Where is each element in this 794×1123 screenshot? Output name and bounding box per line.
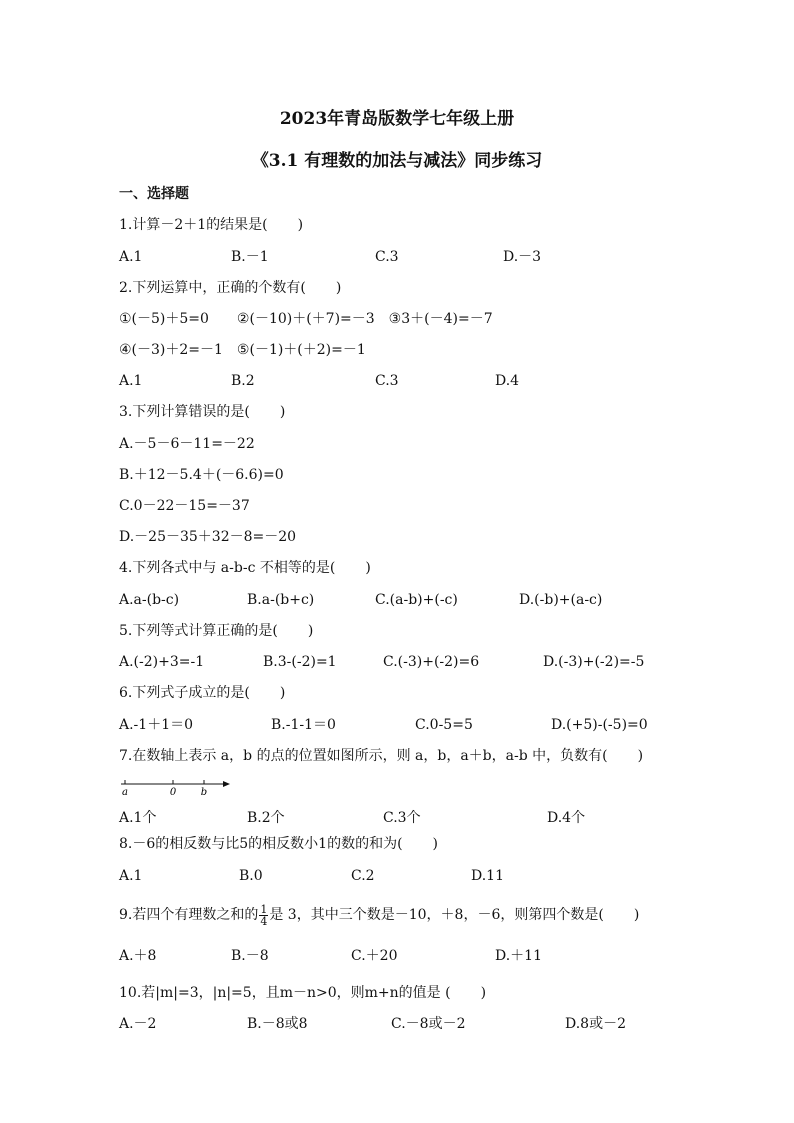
question-4: 4.下列各式中与 a-b-c 不相等的是( ): [119, 560, 371, 576]
question-3: 3.下列计算错误的是( ): [119, 404, 286, 420]
q2-option-a: A.1: [119, 373, 143, 389]
q1-option-d: D.－3: [503, 249, 542, 265]
q7-option-c: C.3个: [383, 810, 421, 826]
q1-option-c: C.3: [375, 249, 399, 265]
q8-option-c: C.2: [351, 868, 375, 884]
q8-option-d: D.11: [471, 868, 504, 884]
q2-option-b: B.2: [231, 373, 255, 389]
question-9: 9.若四个有理数之和的 $\frac{1}{4}$ 是 3，其中三个数是－10，＋8，－6，则第四个数是( ): [119, 902, 640, 928]
q10-option-a: A.－2: [119, 1016, 157, 1032]
number-line-arrow: [223, 781, 230, 787]
question-stem: 3.下列计算错误的是(: [119, 404, 250, 420]
q4-option-c: C.(a-b)+(-c): [375, 592, 458, 608]
question-10: 10.若|m|=3，|n|=5，且m－n>0，则m+n的值是 ( ): [119, 985, 487, 1001]
q3-option-a: A.－5－6－11=－22: [119, 436, 255, 452]
label-a: a: [122, 787, 128, 798]
q9-option-b: B.－8: [231, 948, 269, 964]
q10-option-c: C.－8或－2: [391, 1016, 466, 1032]
q10-option-b: B.－8或8: [247, 1016, 308, 1032]
question-stem: 10.若|m|=3，|n|=5，且m－n>0，则m+n的值是 (: [119, 985, 451, 1001]
q1-option-a: A.1: [119, 249, 143, 265]
q6-option-d: D.(+5)-(-5)=0: [551, 717, 648, 733]
question-stem: 6.下列式子成立的是(: [119, 685, 250, 701]
question-7: 7.在数轴上表示 a，b 的点的位置如图所示，则 a，b，a＋b，a-b 中，负数有( ): [119, 748, 644, 764]
fraction: [259, 904, 268, 927]
fraction-denominator: 4: [260, 914, 268, 928]
q8-option-b: B.0: [239, 868, 263, 884]
q9-option-a: A.＋8: [119, 948, 157, 964]
q10-option-d: D.8或－2: [565, 1016, 626, 1032]
question-stem-part-2: 是 3，其中三个数是－10，＋8，－6，则第四个数是(: [269, 907, 604, 923]
number-line-figure: [119, 778, 231, 798]
question-2: 2.下列运算中，正确的个数有( ): [119, 280, 342, 296]
q3-option-d: D.－25－35＋32－8=－20: [119, 529, 297, 545]
q5-option-a: A.(-2)+3=-1: [119, 654, 205, 670]
question-stem: 4.下列各式中与 a-b-c 不相等的是(: [119, 560, 336, 576]
question-stem-part-1: 9.若四个有理数之和的: [119, 907, 259, 923]
document-subtitle: 《3.1 有理数的加法与减法》同步练习: [251, 151, 543, 171]
fraction-numerator: 1: [260, 902, 268, 916]
question-1: 1.计算－2＋1的结果是( ): [119, 217, 304, 233]
question-stem: 8.－6的相反数与比5的相反数小1的数的和为(: [119, 836, 403, 852]
document-title: 2023年青岛版数学七年级上册: [279, 109, 515, 129]
q6-option-c: C.0-5=5: [415, 717, 473, 733]
q5-option-c: C.(-3)+(-2)=6: [383, 654, 480, 670]
q8-option-a: A.1: [119, 868, 143, 884]
q4-option-b: B.a-(b+c): [247, 592, 315, 608]
question-8: 8.－6的相反数与比5的相反数小1的数的和为( ): [119, 836, 439, 852]
q2-statements-line-1: ①(－5)＋5=0 ②(－10)＋(＋7)=－3 ③3＋(－4)=－7: [119, 311, 493, 327]
question-5: 5.下列等式计算正确的是( ): [119, 623, 314, 639]
q9-option-c: C.＋20: [351, 948, 398, 964]
question-stem: 2.下列运算中，正确的个数有(: [119, 280, 306, 296]
q9-option-d: D.＋11: [495, 948, 542, 964]
q2-statements-line-2: ④(－3)＋2=－1 ⑤(－1)＋(＋2)=－1: [119, 342, 366, 358]
question-stem: 1.计算－2＋1的结果是(: [119, 217, 268, 233]
q7-option-a: A.1个: [119, 810, 157, 826]
q3-option-c: C.0－22－15=－37: [119, 498, 250, 514]
q4-option-a: A.a-(b-c): [119, 592, 180, 608]
q3-option-b: B.＋12－5.4＋(－6.6)=0: [119, 467, 284, 483]
label-zero: 0: [169, 787, 177, 798]
q5-option-d: D.(-3)+(-2)=-5: [543, 654, 645, 670]
q6-option-a: A.-1＋1＝0: [119, 717, 194, 733]
section-heading: 一、选择题: [119, 186, 189, 202]
q7-option-d: D.4个: [547, 810, 586, 826]
question-stem: 5.下列等式计算正确的是(: [119, 623, 278, 639]
question-6: 6.下列式子成立的是( ): [119, 685, 286, 701]
q1-option-b: B.－1: [231, 249, 269, 265]
q5-option-b: B.3-(-2)=1: [263, 654, 337, 670]
q4-option-d: D.(-b)+(a-c): [519, 592, 603, 608]
q2-option-d: D.4: [495, 373, 520, 389]
question-stem: 7.在数轴上表示 a，b 的点的位置如图所示，则 a，b，a＋b，a-b 中，负数有(: [119, 748, 608, 764]
label-b: b: [200, 787, 208, 798]
q7-option-b: B.2个: [247, 810, 285, 826]
q6-option-b: B.-1-1＝0: [271, 717, 336, 733]
q2-option-c: C.3: [375, 373, 399, 389]
